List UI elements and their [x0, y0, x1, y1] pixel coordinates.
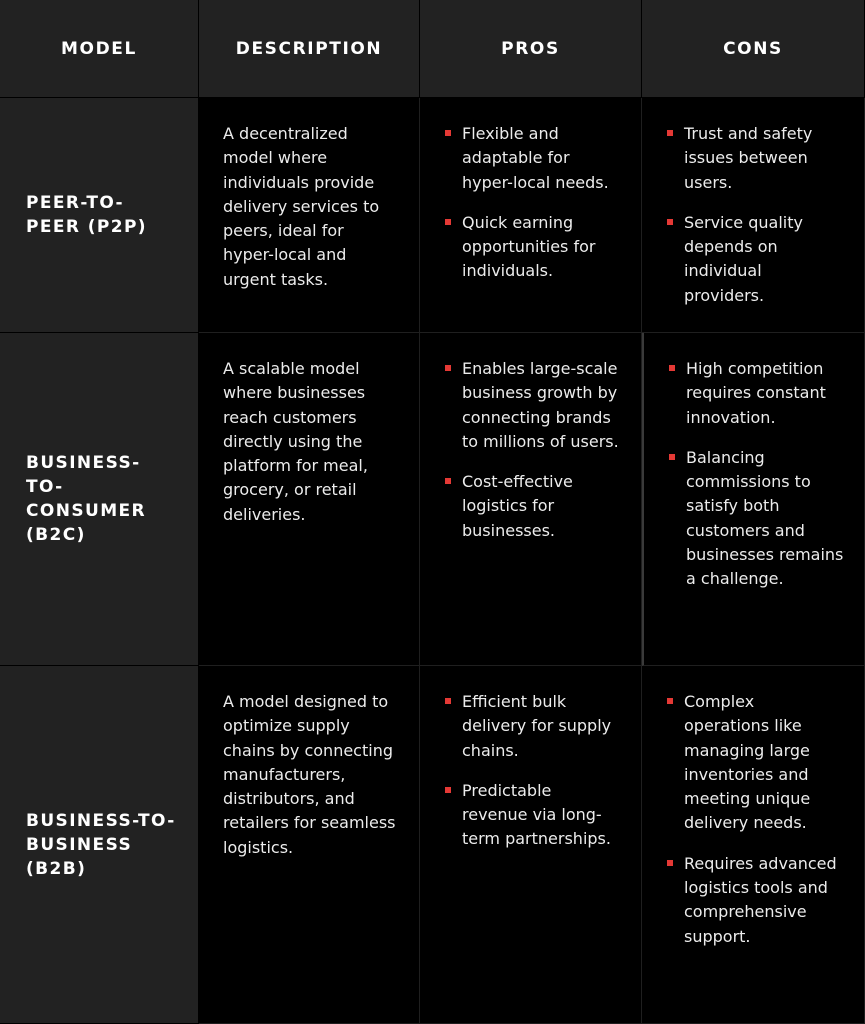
bullet-icon [667, 860, 673, 866]
list-item: Cost-effective logistics for businesses. [442, 470, 621, 543]
pros-cell [420, 666, 642, 1024]
bullet-icon [445, 787, 451, 793]
bullet-icon [445, 365, 451, 371]
header-pros: PROS [420, 0, 642, 98]
list-item: Enables large-scale business growth by connecting brands to millions of users. [442, 357, 621, 454]
list-item: Predictable revenue via long-term partnerships. [442, 779, 621, 852]
bullet-icon [445, 130, 451, 136]
cons-cell [642, 98, 865, 333]
table-row [0, 98, 865, 333]
bullet-icon [669, 365, 675, 371]
table-row [0, 666, 865, 1024]
list-item: High competition requires constant innovation. [666, 357, 844, 430]
list-item: Service quality depends on individual providers. [664, 211, 844, 308]
pros-cell [420, 333, 642, 666]
bullet-icon [669, 454, 675, 460]
cons-cell [642, 666, 865, 1024]
list-item: Flexible and adaptable for hyper-local needs. [442, 122, 621, 195]
bullet-icon [667, 698, 673, 704]
cons-cell [642, 333, 865, 666]
bullet-icon [445, 219, 451, 225]
bullet-icon [667, 130, 673, 136]
list-item: Balancing commissions to satisfy both customers and businesses remains a challenge. [666, 446, 844, 592]
model-description: A decentralized model where individuals provide delivery services to peers, ideal for hyper-local and urgent tasks. [199, 98, 420, 333]
model-name: PEER-TO-PEER (P2P) [0, 98, 199, 333]
list-item: Efficient bulk delivery for supply chains. [442, 690, 621, 763]
header-model: MODEL [0, 0, 199, 98]
list-item: Quick earning opportunities for individuals. [442, 211, 621, 284]
pros-cell [420, 98, 642, 333]
list-item: Complex operations like managing large inventories and meeting unique delivery needs. [664, 690, 844, 836]
model-description: A model designed to optimize supply chains by connecting manufacturers, distributors, and retailers for seamless logistics. [199, 666, 420, 1024]
bullet-icon [445, 698, 451, 704]
model-description: A scalable model where businesses reach customers directly using the platform for meal, grocery, or retail deliveries. [199, 333, 420, 666]
model-name: BUSINESS-TO-CONSUMER (B2C) [0, 333, 199, 666]
header-description: DESCRIPTION [199, 0, 420, 98]
bullet-icon [667, 219, 673, 225]
list-item: Requires advanced logistics tools and comprehensive support. [664, 852, 844, 949]
header-cons: CONS [642, 0, 865, 98]
table-header [0, 0, 865, 98]
model-name: BUSINESS-TO-BUSINESS (B2B) [0, 666, 199, 1024]
table-row [0, 333, 865, 666]
bullet-icon [445, 478, 451, 484]
list-item: Trust and safety issues between users. [664, 122, 844, 195]
